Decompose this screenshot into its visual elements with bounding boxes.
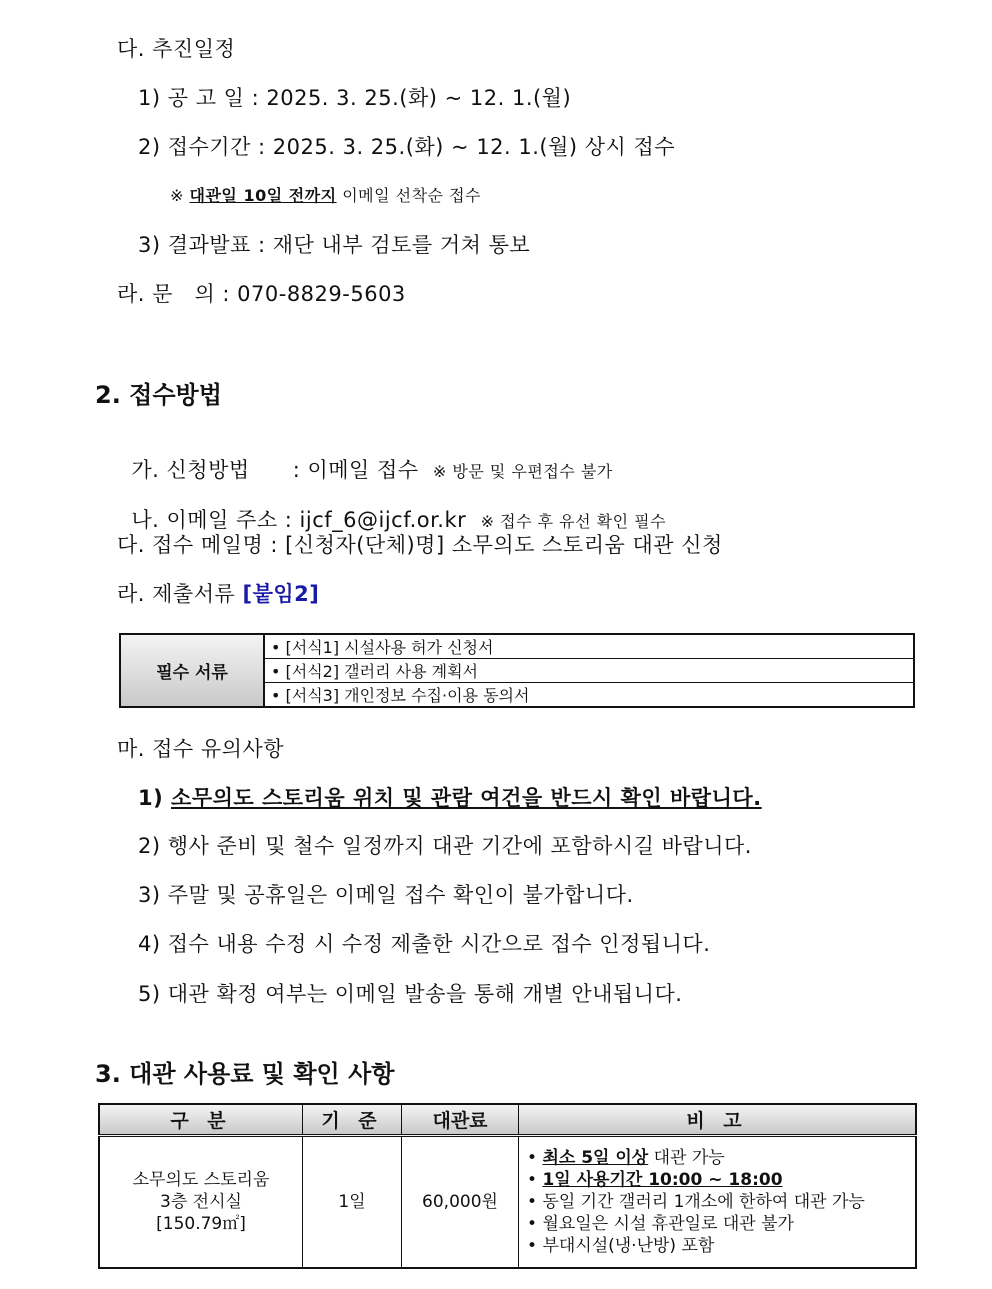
col-basis: 기 준 (303, 1104, 402, 1136)
caution-4: 4) 접수 내용 수정 시 수정 제출한 시간으로 접수 인정됩니다. (138, 932, 711, 956)
docs-line (117, 578, 319, 608)
caution-1-text: 소무의도 스토리움 위치 및 관람 여건을 반드시 확인 바랍니다. (171, 786, 762, 810)
col-notes: 비 고 (519, 1104, 917, 1136)
note-2: • 1일 사용기간 10:00 ~ 18:00 (527, 1170, 783, 1190)
caution-2: 2) 행사 준비 및 철수 일정까지 대관 기간에 포함하시길 바랍니다. (138, 834, 752, 858)
table-row (99, 1136, 916, 1269)
note-1-rest: 대관 가능 (648, 1148, 725, 1168)
inquiry-phone: 라. 문 의 : 070-8829-5603 (117, 282, 406, 306)
schedule-reception: 2) 접수기간 : 2025. 3. 25.(화) ~ 12. 1.(월) 상시 접수 (138, 135, 676, 159)
docs-prefix: 라. 제출서류 (117, 582, 243, 606)
note-2-bold: 1일 사용기간 10:00 ~ 18:00 (542, 1170, 783, 1190)
col-category: 구 분 (99, 1104, 303, 1136)
table-header-row (99, 1104, 916, 1136)
note-3: • 동일 기간 갤러리 1개소에 한하여 대관 가능 (527, 1192, 865, 1212)
schedule-heading: 다. 추진일정 (117, 37, 236, 61)
schedule-note (170, 183, 481, 206)
note-5-text: 부대시설(냉·난방) 포함 (542, 1236, 715, 1256)
note-5: • 부대시설(냉·난방) 포함 (527, 1236, 715, 1256)
cautions-heading: 마. 접수 유의사항 (117, 737, 285, 761)
email-line (117, 480, 666, 534)
basis-cell: 1일 (303, 1136, 402, 1269)
venue-cell (99, 1136, 303, 1269)
notes-cell (519, 1136, 917, 1269)
col-fee: 대관료 (402, 1104, 519, 1136)
table-row (120, 634, 914, 659)
venue-floor: 3층 전시실 (160, 1192, 242, 1212)
caution-5: 5) 대관 확정 여부는 이메일 발송을 통해 개별 안내됩니다. (138, 982, 683, 1006)
note-4: • 월요일은 시설 휴관일로 대관 불가 (527, 1214, 794, 1234)
doc-item-1: • [서식1] 시설사용 허가 신청서 (264, 634, 914, 659)
email-address[interactable]: 나. 이메일 주소 : ijcf_6@ijcf.or.kr (131, 508, 467, 532)
note-4-text: 월요일은 시설 휴관일로 대관 불가 (542, 1214, 794, 1234)
method-text: 가. 신청방법 : 이메일 접수 (131, 458, 419, 482)
fee-table (98, 1103, 917, 1269)
note-1-bold: 최소 5일 이상 (542, 1148, 649, 1168)
section2-title: 2. 접수방법 (95, 381, 222, 409)
caution-3: 3) 주말 및 공휴일은 이메일 접수 확인이 불가합니다. (138, 883, 634, 907)
venue-name: 소무의도 스토리움 (132, 1170, 270, 1190)
email-note: ※ 접수 후 유선 확인 필수 (480, 512, 667, 531)
doc-item-2: • [서식2] 갤러리 사용 계획서 (264, 659, 914, 683)
doc-item-3: • [서식3] 개인정보 수집·이용 동의서 (264, 683, 914, 708)
mail-subject: 다. 접수 메일명 : [신청자(단체)명] 소무의도 스토리움 대관 신청 (117, 533, 723, 557)
note-deadline: 대관일 10일 전까지 (189, 186, 337, 205)
fee-cell: 60,000원 (402, 1136, 519, 1269)
note-prefix: ※ (170, 186, 190, 205)
required-docs-head: 필수 서류 (120, 634, 264, 707)
note-1: • 최소 5일 이상 대관 가능 (527, 1148, 725, 1168)
section3-title: 3. 대관 사용료 및 확인 사항 (95, 1060, 395, 1088)
method-line (117, 430, 613, 484)
schedule-result: 3) 결과발표 : 재단 내부 검토를 거쳐 통보 (138, 233, 531, 257)
method-note: ※ 방문 및 우편접수 불가 (432, 462, 613, 481)
caution-1: 1) 소무의도 스토리움 위치 및 관람 여건을 반드시 확인 바랍니다. (138, 786, 762, 810)
docs-ref: [붙임2] (242, 582, 320, 606)
required-docs-table (119, 633, 915, 708)
note-3-text: 동일 기간 갤러리 1개소에 한하여 대관 가능 (542, 1192, 865, 1212)
note-rest: 이메일 선착순 접수 (336, 186, 482, 205)
schedule-announcement: 1) 공 고 일 : 2025. 3. 25.(화) ~ 12. 1.(월) (138, 86, 572, 110)
venue-area: [150.79㎡] (156, 1214, 246, 1234)
